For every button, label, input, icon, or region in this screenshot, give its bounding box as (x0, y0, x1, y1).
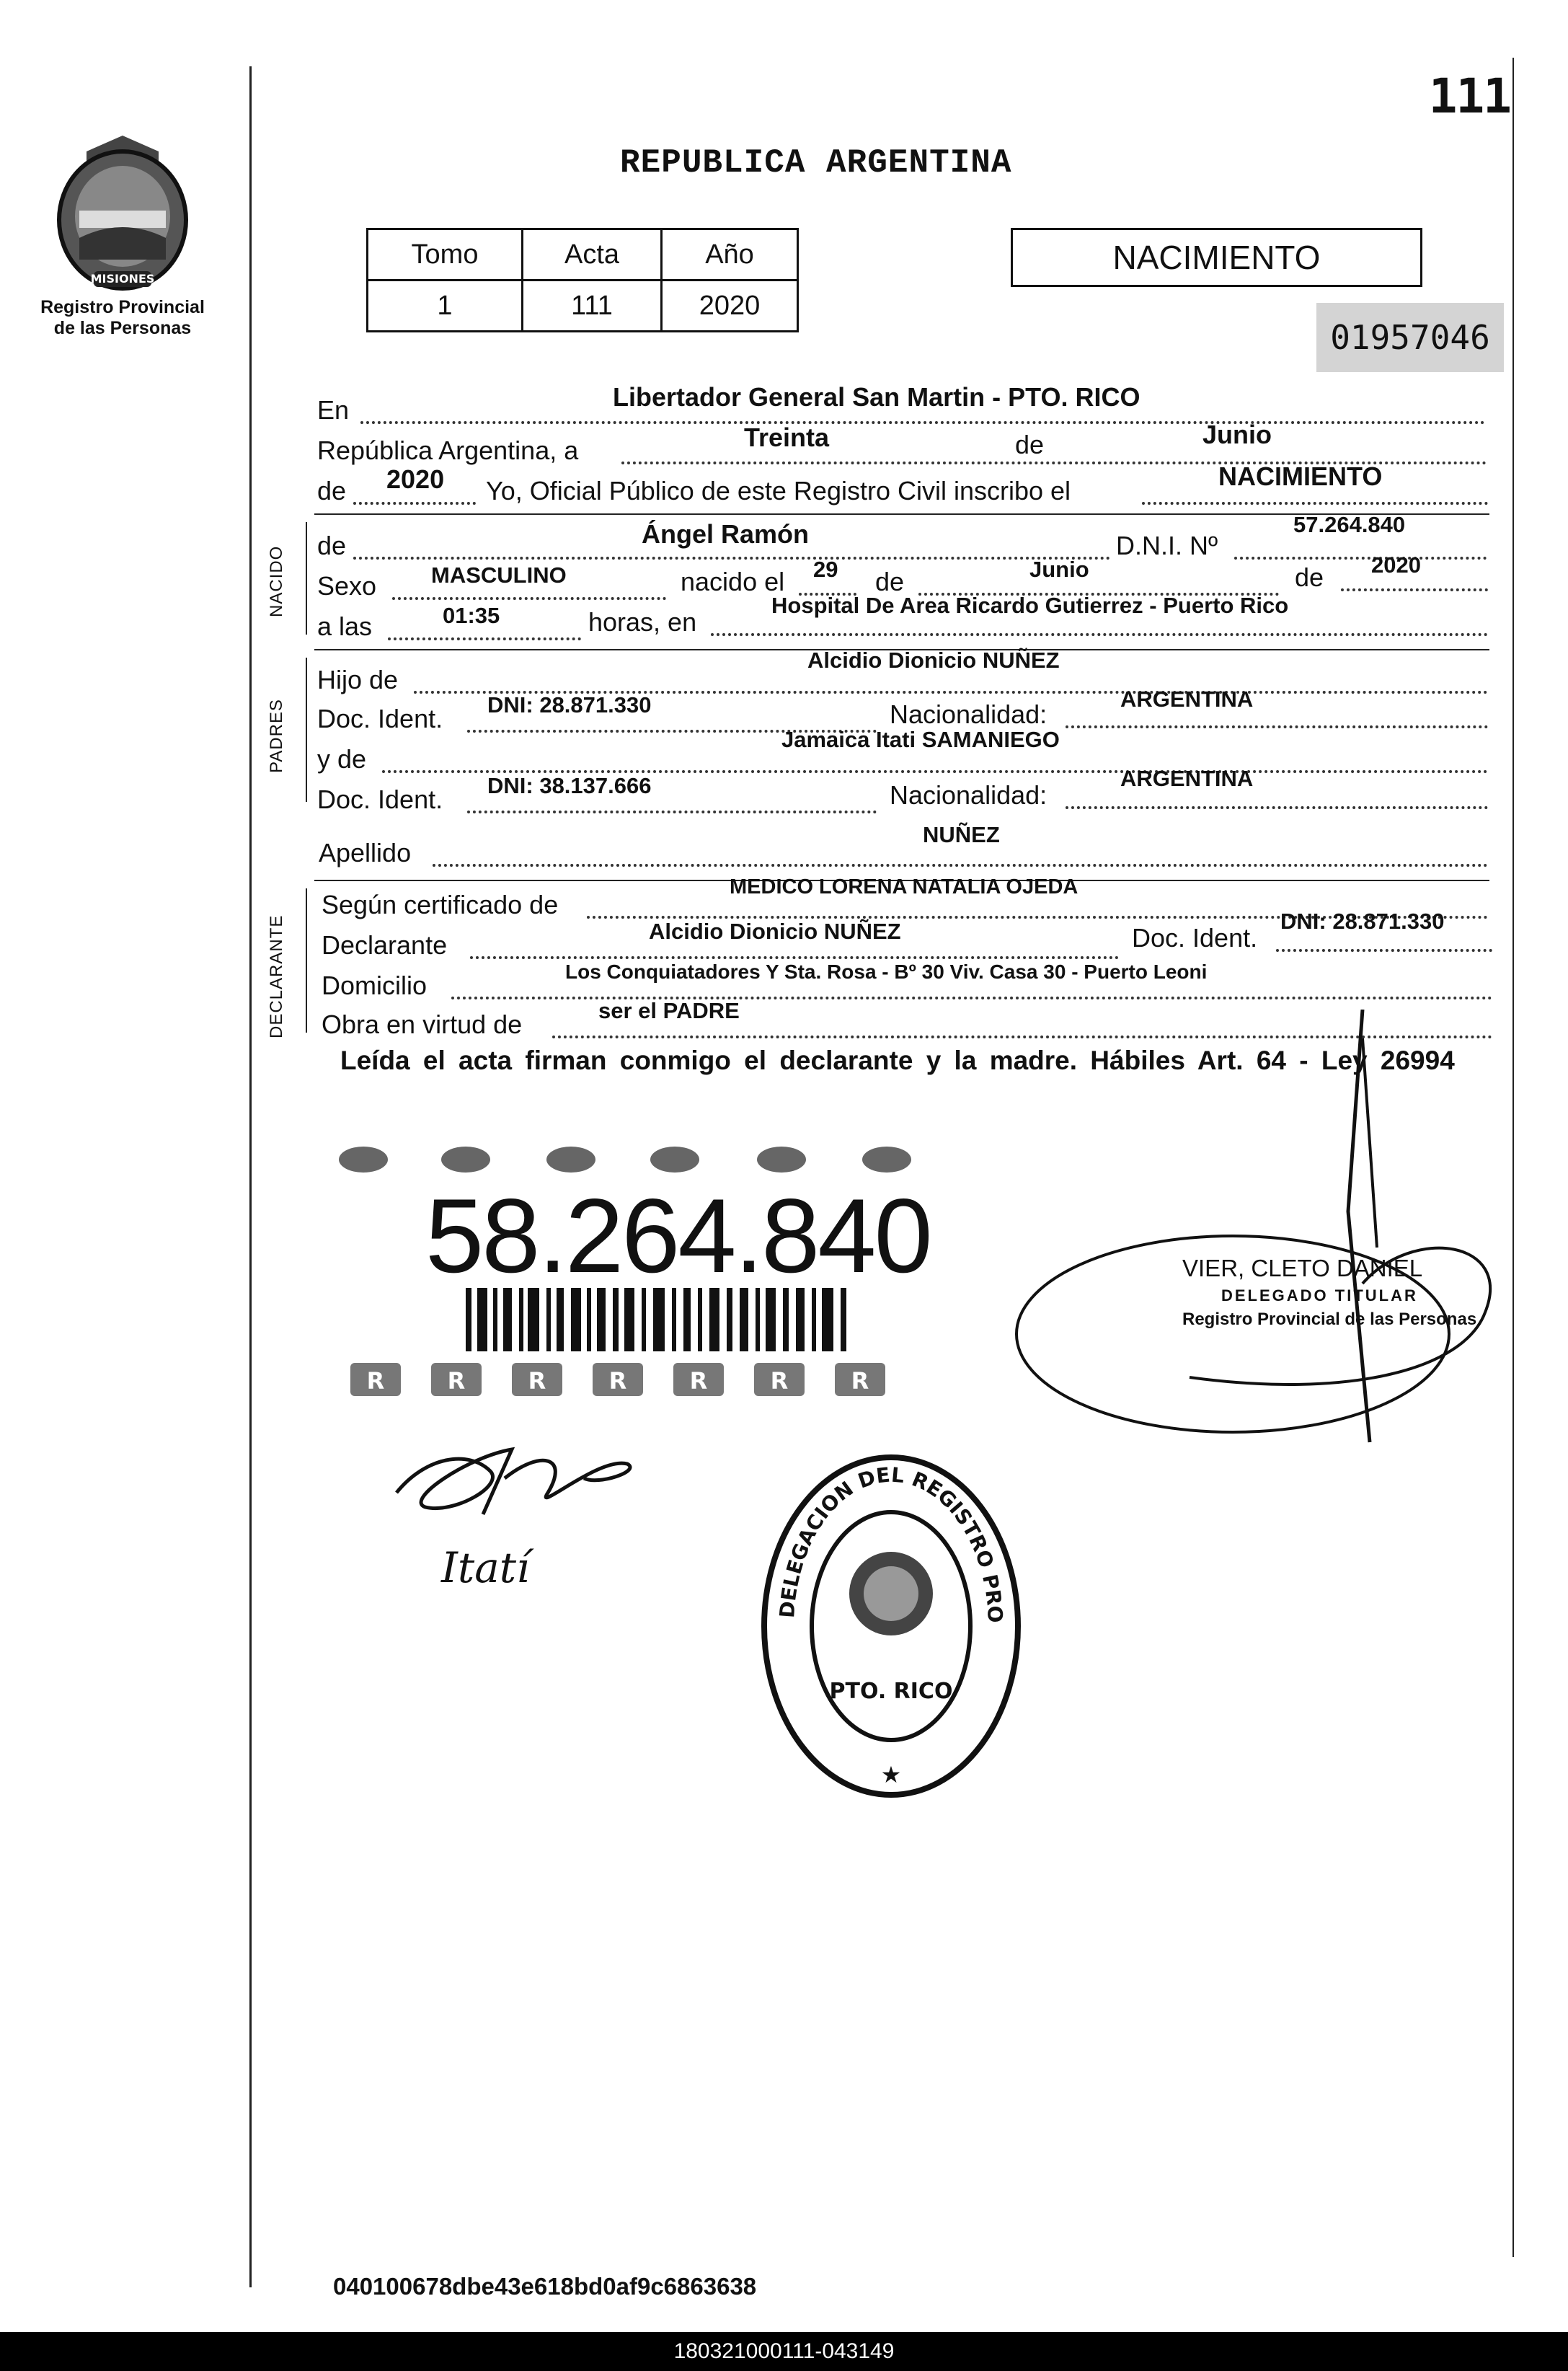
mother-signature: Itatí (441, 1543, 530, 1592)
father-doc-value: DNI: 28.871.330 (487, 692, 652, 718)
registry-value-ano: 2020 (662, 281, 798, 332)
closing-text: Leída el acta firman conmigo el declarante y la madre. Hábiles Art. 64 - Ley 26994 (340, 1046, 1455, 1075)
dots (1276, 949, 1492, 952)
domicilio-label: Domicilio (322, 971, 428, 1000)
seal-caption (29, 297, 216, 339)
nacido-de-label: de (317, 531, 347, 560)
declarante-label: Declarante (322, 930, 448, 960)
declarant-signature-icon (382, 1428, 670, 1529)
label-r-mark: R (528, 1367, 546, 1395)
de-label: de (1295, 562, 1324, 592)
act-kind-value: NACIMIENTO (1218, 462, 1383, 491)
label-r-mark: R (770, 1367, 789, 1395)
father-nationality-value: ARGENTINA (1120, 686, 1254, 712)
sexo-value: MASCULINO (431, 562, 567, 588)
a-las-label: a las (317, 611, 373, 641)
act-type-box: NACIMIENTO (1011, 228, 1422, 287)
declarante-section-label: DECLARANTE (267, 914, 286, 1038)
seal-caption-line1: Registro Provincial (40, 297, 205, 317)
official-signature-icon (1009, 1010, 1528, 1485)
dots (388, 637, 581, 640)
nacionalidad-label: Nacionalidad: (890, 780, 1047, 810)
registry-header-ano: Año (662, 229, 798, 281)
declarante-doc-value: DNI: 28.871.330 (1280, 909, 1445, 934)
dots (470, 956, 1119, 959)
hijo-de-label: Hijo de (317, 665, 399, 694)
mother-doc-value: DNI: 38.137.666 (487, 773, 652, 798)
birth-day-value: 29 (813, 557, 838, 582)
padres-bracket (306, 658, 307, 802)
footer-code: 180321000111-043149 (673, 2339, 895, 2363)
registry-header-acta: Acta (523, 229, 662, 281)
seal-ring-text: MISIONES (90, 272, 155, 286)
registry-value-row (368, 281, 798, 332)
label-r-mark: R (851, 1367, 869, 1395)
declarante-bracket (306, 888, 307, 1033)
padres-section-label: PADRES (267, 699, 286, 773)
birth-place-value: Hospital De Area Ricardo Gutierrez - Puerto Rico (771, 593, 1289, 618)
domicilio-value: Los Conquiatadores Y Sta. Rosa - Bº 30 Viv. Casa 30 - Puerto Leoni (565, 961, 1208, 983)
doc-ident-label: Doc. Ident. (317, 704, 443, 733)
obra-value: ser el PADRE (598, 998, 740, 1023)
de-label: de (1012, 430, 1047, 460)
apellido-label: Apellido (319, 838, 412, 867)
nacionalidad-label: Nacionalidad: (890, 699, 1047, 729)
registry-value-tomo: 1 (368, 281, 523, 332)
child-name-value: Ángel Ramón (642, 519, 810, 549)
apellido-value: NUÑEZ (923, 822, 1000, 847)
dots (353, 557, 1110, 560)
mother-nationality-value: ARGENTINA (1120, 766, 1254, 791)
province-seal-icon (50, 130, 195, 296)
official-office: Registro Provincial de las Personas (1182, 1310, 1477, 1329)
dots (360, 421, 1485, 424)
child-dni-value: 57.264.840 (1293, 512, 1406, 537)
seal-caption-line2: de las Personas (53, 318, 192, 338)
official-role: DELEGADO TITULAR (1221, 1286, 1418, 1304)
delegation-stamp-icon (754, 1449, 1028, 1803)
barcode-bars-icon (466, 1288, 846, 1351)
birth-time-value: 01:35 (443, 603, 500, 628)
stamp-ring-text: DELEGACION DEL REGISTRO PRO (775, 1462, 1008, 1623)
dots (1066, 725, 1488, 728)
dni-label: D.N.I. Nº (1116, 531, 1218, 560)
registry-header-row (368, 229, 798, 281)
day-text-value: Treinta (744, 423, 830, 452)
doc-ident-label: Doc. Ident. (317, 785, 443, 814)
document-title: REPUBLICA ARGENTINA (620, 144, 1012, 182)
registry-header-tomo: Tomo (368, 229, 523, 281)
serial-number: 01957046 (1316, 303, 1504, 372)
location-value: Libertador General San Martin - PTO. RICO (613, 382, 1140, 412)
nacido-section-label: NACIDO (267, 545, 286, 617)
birth-month-value: Junio (1029, 557, 1089, 582)
birth-year-value: 2020 (1371, 552, 1421, 578)
certificado-label: Según certificado de (322, 890, 559, 919)
stamp-inner-text: PTO. RICO (829, 1679, 953, 1704)
father-name-value: Alcidio Dionicio NUÑEZ (807, 648, 1060, 673)
registry-table (366, 228, 799, 332)
y-de-label: y de (317, 744, 367, 774)
document-hash: 040100678dbe43e618bd0af9c6863638 (333, 2273, 757, 2300)
nacido-bracket (306, 522, 307, 635)
certificado-value: MEDICO LORENA NATALIA OJEDA (730, 875, 1078, 898)
dots (392, 597, 666, 600)
inscribo-text: Yo, Oficial Público de este Registro Civil inscribo el (486, 476, 1071, 505)
sexo-label: Sexo (317, 571, 377, 601)
republica-label: República Argentina, a (317, 436, 579, 465)
footer-code-bar (0, 2332, 1568, 2371)
nacido-el-label: nacido el (681, 567, 785, 596)
dots (467, 811, 877, 813)
de-label: de (317, 476, 347, 505)
doc-ident-label: Doc. Ident. (1132, 923, 1258, 953)
declarante-name-value: Alcidio Dionicio NUÑEZ (649, 919, 901, 944)
mother-name-value: Jamaica Itati SAMANIEGO (781, 727, 1060, 752)
label-r-mark: R (447, 1367, 466, 1395)
de-label: de (875, 567, 905, 596)
en-label: En (317, 395, 350, 425)
dots (353, 502, 476, 505)
horas-label: horas, en (588, 607, 697, 637)
registry-value-acta: 111 (523, 281, 662, 332)
month-text-value: Junio (1202, 420, 1272, 449)
label-r-mark: R (689, 1367, 708, 1395)
svg-text:★: ★ (880, 1762, 902, 1788)
dots (711, 633, 1488, 636)
dots (1341, 588, 1488, 591)
dots (433, 864, 1488, 867)
label-r-mark: R (608, 1367, 627, 1395)
label-r-mark: R (366, 1367, 385, 1395)
barcode-number: 58.264.840 (425, 1177, 931, 1294)
year-value: 2020 (386, 464, 445, 494)
dots (1142, 502, 1488, 505)
left-margin-line (249, 66, 252, 2287)
official-name: VIER, CLETO DANIEL (1182, 1255, 1423, 1281)
dots (1066, 806, 1488, 809)
page-number: 111 (1428, 69, 1510, 124)
obra-label: Obra en virtud de (322, 1010, 523, 1039)
dots (1234, 557, 1487, 560)
